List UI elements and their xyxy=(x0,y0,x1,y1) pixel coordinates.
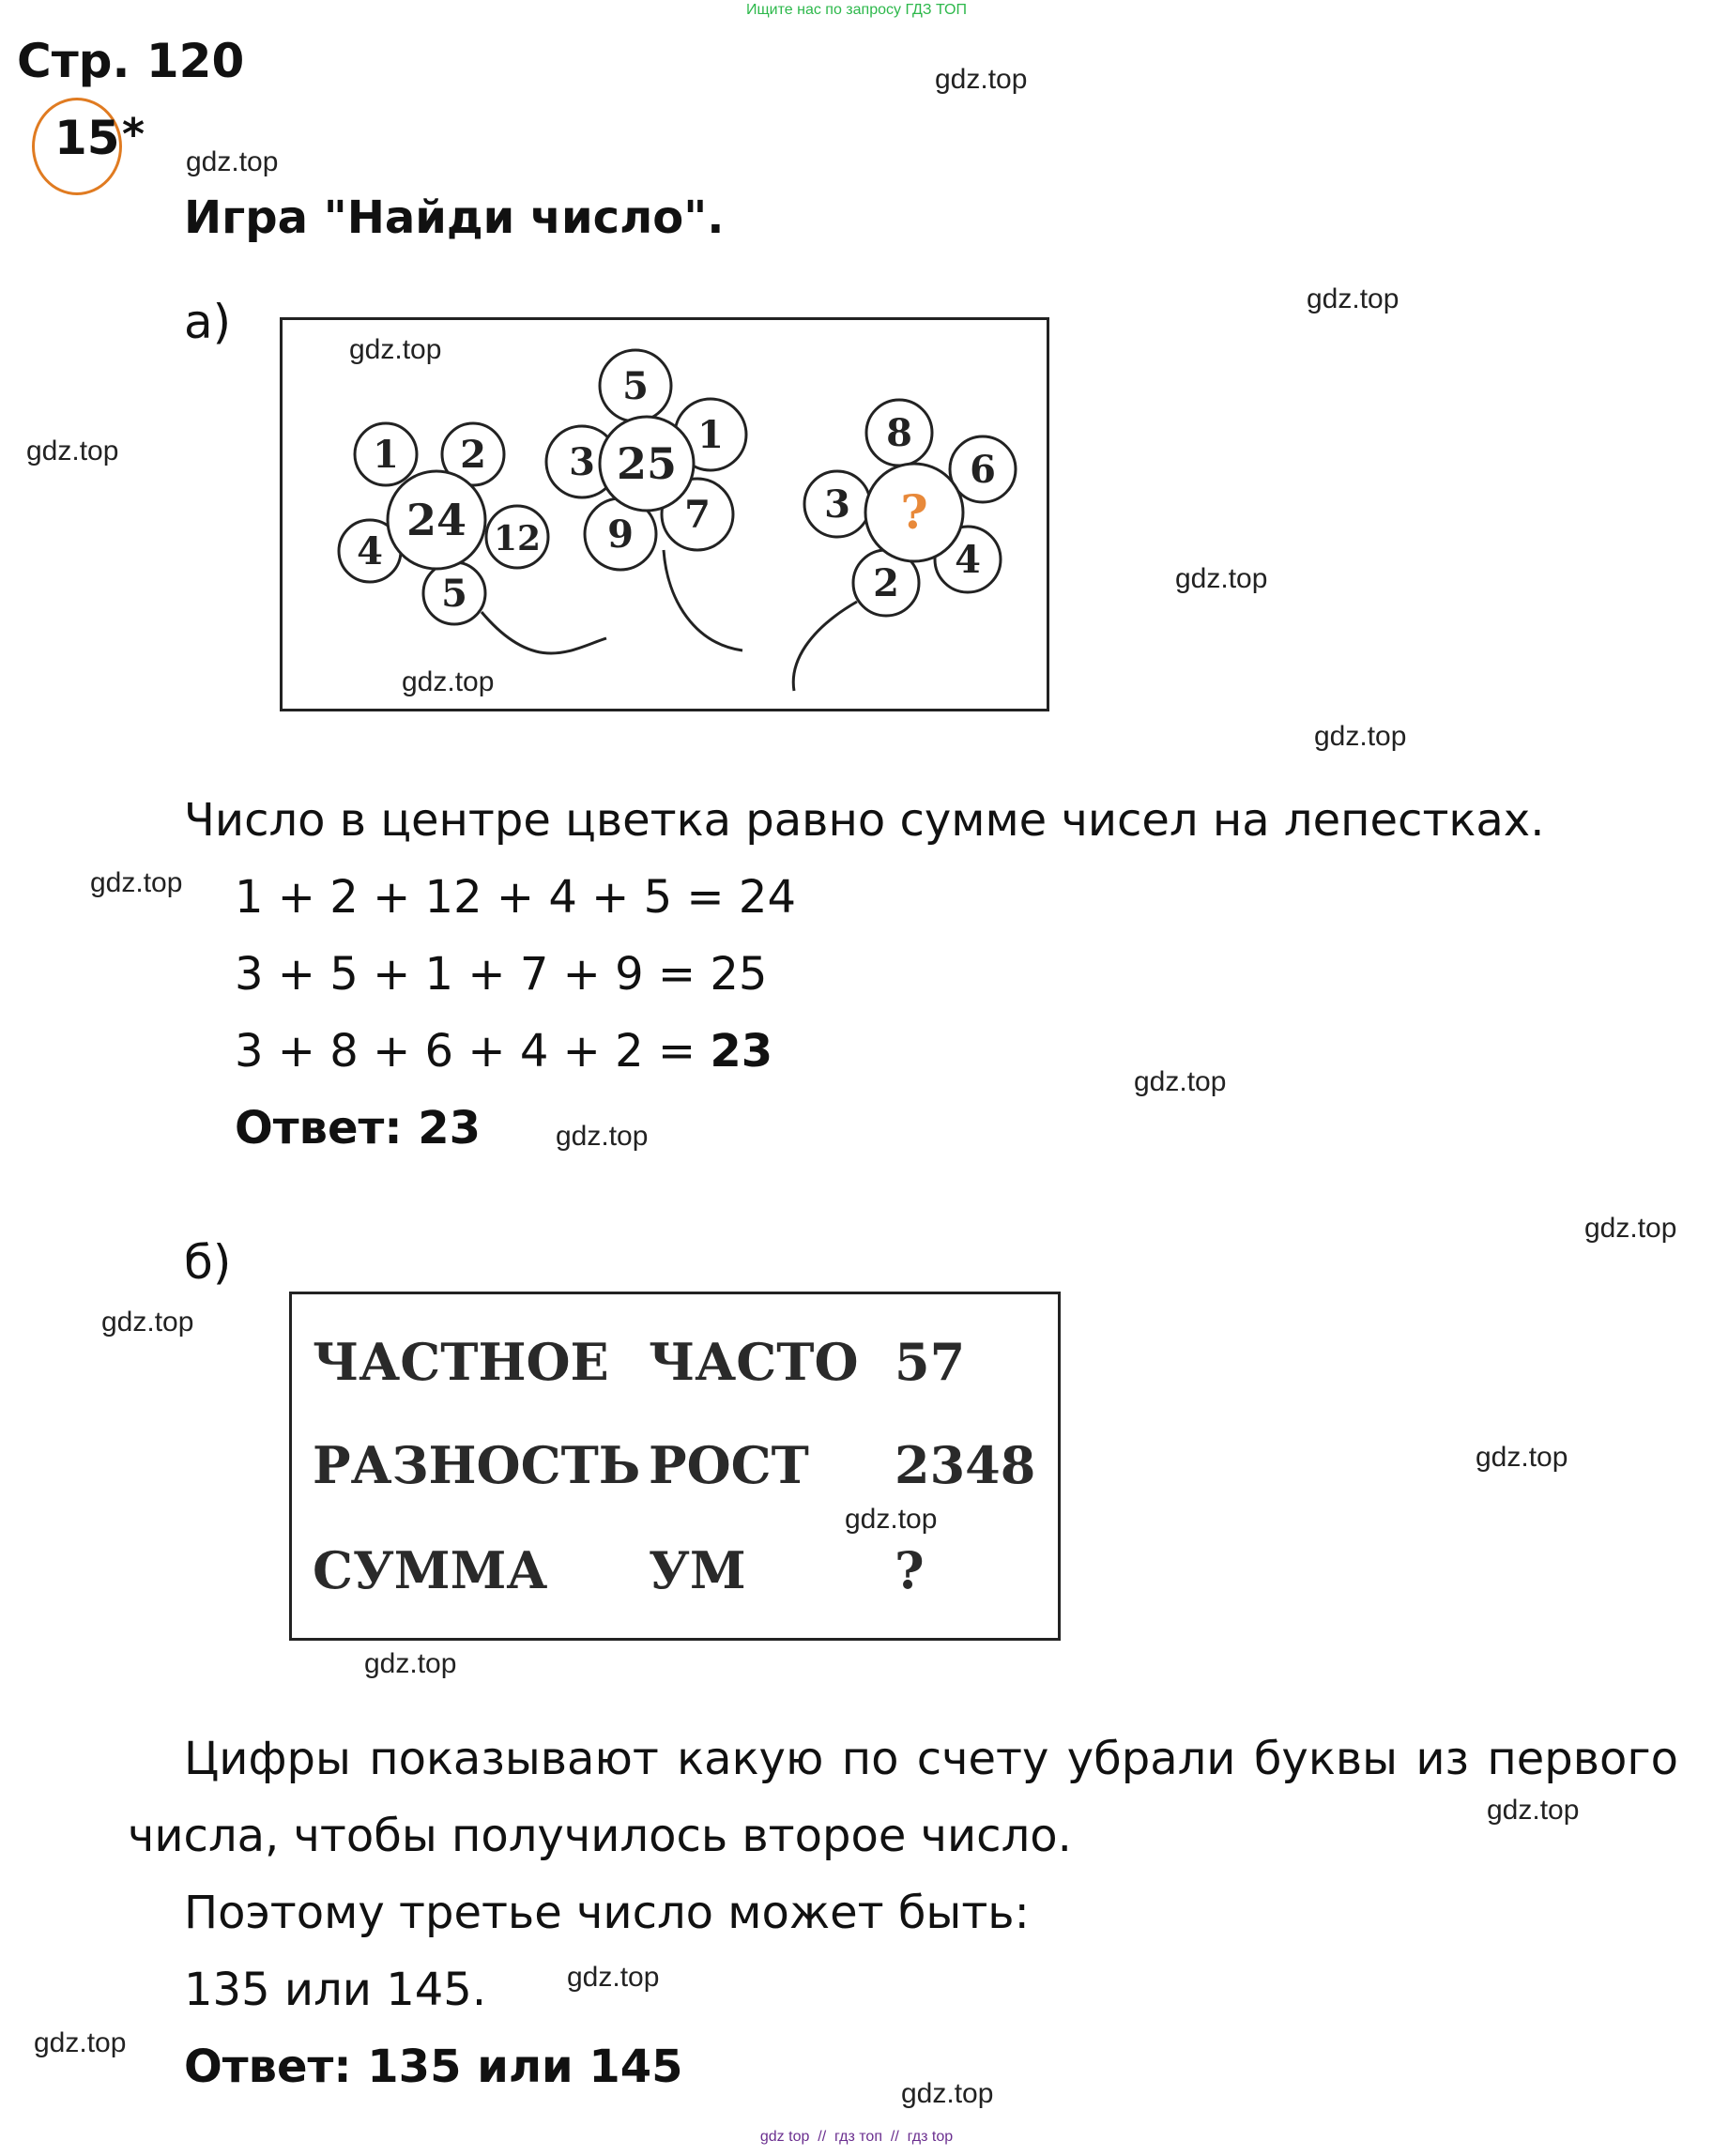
watermark: gdz.top xyxy=(1307,283,1399,314)
row3-code-question: ? xyxy=(895,1540,925,1600)
watermark: gdz.top xyxy=(186,146,279,177)
flower2-petal-1: 5 xyxy=(622,364,649,408)
equation-1: 1 + 2 + 12 + 4 + 5 = 24 xyxy=(235,871,796,924)
part-b-paragraph-line2: числа, чтобы получилось второе число. xyxy=(128,1810,1072,1862)
words-table-figure xyxy=(289,1292,1061,1641)
equation-3-left: 3 + 8 + 6 + 4 + 2 = xyxy=(235,1025,711,1078)
flower1-petal-2: 2 xyxy=(460,433,486,477)
row1-word1: ЧАСТНОЕ xyxy=(313,1332,609,1392)
page-title: Стр. 120 xyxy=(17,34,245,88)
flower1-petal-4: 5 xyxy=(441,572,467,616)
watermark: gdz.top xyxy=(1487,1795,1580,1826)
row1-code: 57 xyxy=(895,1332,966,1392)
flower2-center: 25 xyxy=(616,438,678,489)
task-title: Игра "Найди число". xyxy=(184,191,725,244)
watermark: gdz.top xyxy=(34,2027,127,2058)
flower2-petal-4: 9 xyxy=(607,512,634,557)
part-a-explanation: Число в центре цветка равно сумме чисел на лепестках. xyxy=(184,794,1545,847)
equation-2: 3 + 5 + 1 + 7 + 9 = 25 xyxy=(235,948,768,1001)
part-b-paragraph-line1: Цифры показывают какую по счету убрали буквы из первого xyxy=(184,1733,1678,1785)
row2-word1: РАЗНОСТЬ xyxy=(313,1435,641,1495)
flower2-petal-5: 3 xyxy=(569,440,595,484)
row2-code: 2348 xyxy=(895,1435,1036,1495)
part-b-label: б) xyxy=(184,1235,232,1290)
footer-links[interactable]: gdz top // гдз топ // гдз top xyxy=(759,2129,954,2145)
part-b-answer: Ответ: 135 или 145 xyxy=(184,2041,683,2093)
watermark: gdz.top xyxy=(364,1648,457,1679)
flowers-illustration xyxy=(283,320,1047,709)
equation-3-result: 23 xyxy=(710,1025,773,1078)
watermark: gdz.top xyxy=(567,1962,660,1993)
watermark: gdz.top xyxy=(1314,721,1407,752)
watermark: gdz.top xyxy=(1134,1066,1227,1097)
equation-3 xyxy=(235,1025,772,1078)
part-b-conclusion: Поэтому третье число может быть: xyxy=(184,1887,1030,1939)
flower2-petal-2: 1 xyxy=(697,413,724,457)
flower3-petal-1: 8 xyxy=(886,411,912,455)
flower3-petal-2: 6 xyxy=(970,448,996,492)
flower1-petal-1: 1 xyxy=(373,433,399,477)
watermark: gdz.top xyxy=(845,1504,938,1535)
watermark: gdz.top xyxy=(556,1121,649,1152)
part-b-values: 135 или 145. xyxy=(184,1964,487,2016)
flower3-petal-3: 4 xyxy=(955,538,981,582)
watermark: gdz.top xyxy=(349,334,442,365)
watermark: gdz.top xyxy=(1476,1442,1568,1473)
watermark: gdz.top xyxy=(101,1307,194,1338)
watermark: gdz.top xyxy=(901,2078,994,2109)
flower3-center-question: ? xyxy=(900,484,928,540)
task-star: * xyxy=(122,109,145,160)
watermark: gdz.top xyxy=(935,64,1028,95)
watermark: gdz.top xyxy=(1175,563,1268,594)
flowers-figure xyxy=(280,317,1049,711)
watermark: gdz.top xyxy=(26,436,119,466)
row2-word2: РОСТ xyxy=(649,1435,809,1495)
flower3-petal-5: 3 xyxy=(824,482,850,527)
task-number: 15 xyxy=(54,111,120,165)
flower3-petal-4: 2 xyxy=(873,561,899,605)
row3-word2: УМ xyxy=(649,1540,746,1600)
watermark: gdz.top xyxy=(1584,1213,1677,1244)
part-a-answer: Ответ: 23 xyxy=(235,1102,482,1154)
flower1-center: 24 xyxy=(405,495,467,545)
watermark: gdz.top xyxy=(402,666,495,697)
flower1-petal-3: 12 xyxy=(493,519,542,558)
search-banner[interactable]: Ищите нас по запросу ГДЗ ТОП xyxy=(746,2,967,18)
row1-word2: ЧАСТО xyxy=(649,1332,859,1392)
flower1-petal-5: 4 xyxy=(357,529,383,573)
watermark: gdz.top xyxy=(90,867,183,898)
flower2-petal-3: 7 xyxy=(684,493,711,537)
row3-word1: СУММА xyxy=(313,1540,548,1600)
part-a-label: а) xyxy=(184,295,232,349)
